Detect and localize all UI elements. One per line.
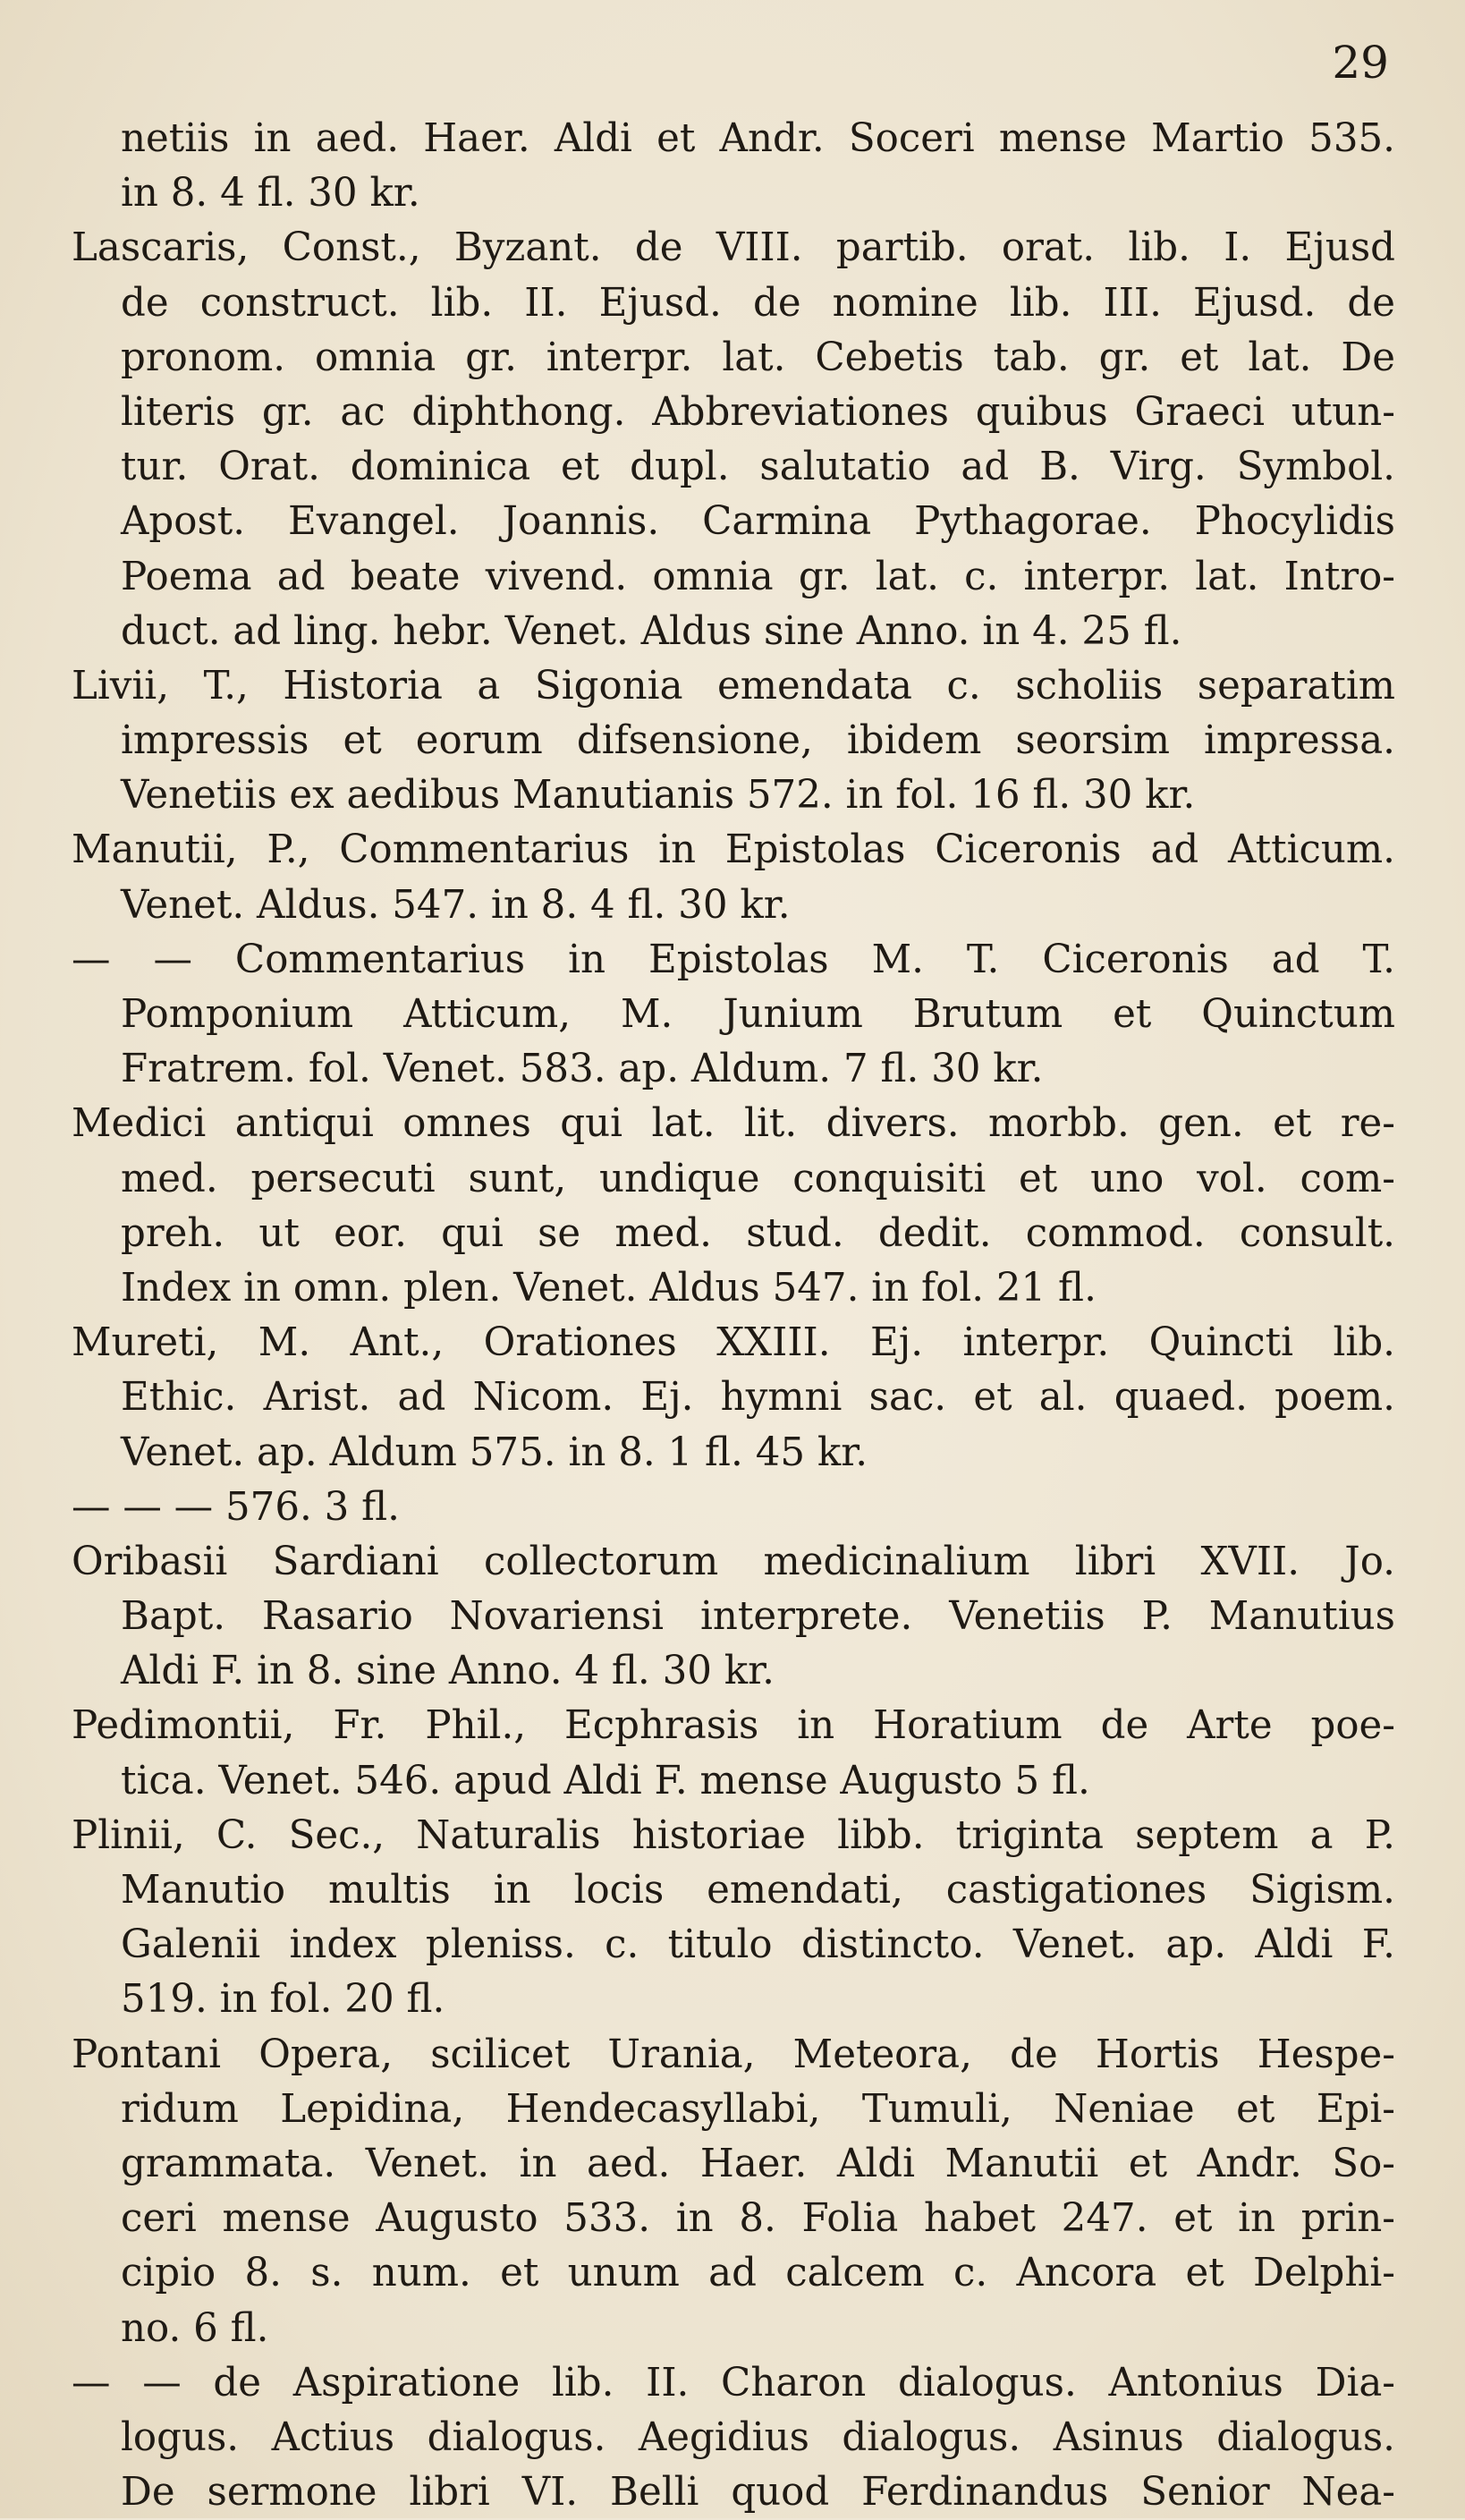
- entry-line: Aldi F. in 8. sine Anno. 4 fl. 30 kr.: [121, 1649, 775, 1694]
- catalog-entry: [72, 659, 1395, 824]
- entry-line: Manutii, P., Commentarius in Epistolas Ciceronis ad Atticum.: [72, 827, 1395, 873]
- entry-line: Mureti, M. Ant., Orationes XXIII. Ej. interpr. Quincti lib.: [72, 1320, 1395, 1366]
- entry-line: Bapt. Rasario Novariensi interprete. Venetiis P. Manutius: [121, 1594, 1395, 1640]
- entry-line: impressis et eorum difsensione, ibidem seorsim impressa.: [121, 718, 1395, 764]
- entry-line: tica. Venet. 546. apud Aldi F. mense Augusto 5 fl.: [121, 1758, 1090, 1803]
- entry-line: Lascaris, Const., Byzant. de VIII. partib. orat. lib. I. Ejusd: [72, 225, 1395, 271]
- entry-line: duct. ad ling. hebr. Venet. Aldus sine Anno. in 4. 25 fl.: [121, 608, 1182, 654]
- entry-line: — — — 576. 3 fl.: [72, 1484, 401, 1530]
- entry-line: Apost. Evangel. Joannis. Carmina Pythagorae. Phocylidis: [121, 499, 1395, 545]
- entry-line: — — Commentarius in Epistolas M. T. Ciceronis ad T.: [72, 937, 1395, 982]
- entry-line: Pontani Opera, scilicet Urania, Meteora, de Hortis Hespe-: [72, 2032, 1395, 2077]
- entry-line: De sermone libri VI. Belli quod Ferdinandus Senior Nea-: [121, 2470, 1395, 2516]
- entry-line: logus. Actius dialogus. Aegidius dialogus. Asinus dialogus.: [121, 2414, 1395, 2460]
- entry-line: Fratrem. fol. Venet. 583. ap. Aldum. 7 fl. 30 kr.: [121, 1047, 1044, 1092]
- entry-line: 519. in fol. 20 fl.: [121, 1977, 445, 2023]
- catalog-entry: [72, 2028, 1395, 2356]
- entry-line: cipio 8. s. num. et unum ad calcem c. Ancora et Delphi-: [121, 2251, 1395, 2296]
- entry-line: tur. Orat. dominica et dupl. salutatio ad B. Virg. Symbol.: [121, 445, 1395, 490]
- entry-line: pronom. omnia gr. interpr. lat. Cebetis tab. gr. et lat. De: [121, 335, 1395, 380]
- catalog-entries: [72, 112, 1395, 2520]
- entry-line: grammata. Venet. in aed. Haer. Aldi Manutii et Andr. So-: [121, 2141, 1395, 2186]
- catalog-entry: [72, 1809, 1395, 2028]
- entry-line: Index in omn. plen. Venet. Aldus 547. in fol. 21 fl.: [121, 1265, 1097, 1311]
- entry-line: Ethic. Arist. ad Nicom. Ej. hymni sac. et al. quaed. poem.: [121, 1375, 1395, 1421]
- entry-line: med. persecuti sunt, undique conquisiti et uno vol. com-: [121, 1156, 1395, 1201]
- entry-line: de construct. lib. II. Ejusd. de nomine lib. III. Ejusd. de: [121, 280, 1395, 326]
- entry-line: Venetiis ex aedibus Manutianis 572. in fol. 16 fl. 30 kr.: [121, 773, 1196, 819]
- catalog-entry: [72, 933, 1395, 1098]
- entry-line: Venet. ap. Aldum 575. in 8. 1 fl. 45 kr.: [121, 1430, 868, 1475]
- catalog-entry: [72, 823, 1395, 932]
- entry-line: netiis in aed. Haer. Aldi et Andr. Soceri mense Martio 535.: [121, 116, 1395, 161]
- catalog-entry: [72, 1699, 1395, 1808]
- catalog-entry: [72, 2356, 1395, 2520]
- catalog-entry: [72, 1316, 1395, 1481]
- entry-line: Plinii, C. Sec., Naturalis historiae libb. triginta septem a P.: [72, 1812, 1395, 1858]
- entry-line: ridum Lepidina, Hendecasyllabi, Tumuli, Neniae et Epi-: [121, 2086, 1395, 2132]
- catalog-entry: [72, 112, 1395, 221]
- entry-line: Poema ad beate vivend. omnia gr. lat. c. interpr. lat. Intro-: [121, 554, 1395, 599]
- entry-line: Oribasii Sardiani collectorum medicinalium libri XVII. Jo.: [72, 1539, 1395, 1584]
- entry-line: Livii, T., Historia a Sigonia emendata c. scholiis separatim: [72, 663, 1395, 708]
- entry-line: Galenii index pleniss. c. titulo distincto. Venet. ap. Aldi F.: [121, 1922, 1395, 1968]
- entry-line: Pedimontii, Fr. Phil., Ecphrasis in Horatium de Arte poe-: [72, 1703, 1395, 1749]
- catalog-entry: [72, 221, 1395, 659]
- entry-line: Venet. Aldus. 547. in 8. 4 fl. 30 kr.: [121, 882, 791, 928]
- entry-line: preh. ut eor. qui se med. stud. dedit. commod. consult.: [121, 1210, 1395, 1256]
- catalog-entry: [72, 1097, 1395, 1316]
- catalog-entry: [72, 1481, 1395, 1535]
- entry-line: in 8. 4 fl. 30 kr.: [121, 171, 420, 216]
- page-number: 29: [1332, 37, 1389, 89]
- entry-line: Pomponium Atticum, M. Junium Brutum et Quinctum: [121, 992, 1395, 1037]
- entry-line: — — de Aspiratione lib. II. Charon dialogus. Antonius Dia-: [72, 2360, 1395, 2405]
- entry-line: ceri mense Augusto 533. in 8. Folia habet 247. et in prin-: [121, 2196, 1395, 2242]
- entry-line: literis gr. ac diphthong. Abbreviationes quibus Graeci utun-: [121, 389, 1395, 435]
- catalog-entry: [72, 1535, 1395, 1700]
- entry-line: Manutio multis in locis emendati, castigationes Sigism.: [121, 1868, 1395, 1913]
- entry-line: Medici antiqui omnes qui lat. lit. divers. morbb. gen. et re-: [72, 1101, 1395, 1147]
- entry-line: no. 6 fl.: [121, 2305, 269, 2351]
